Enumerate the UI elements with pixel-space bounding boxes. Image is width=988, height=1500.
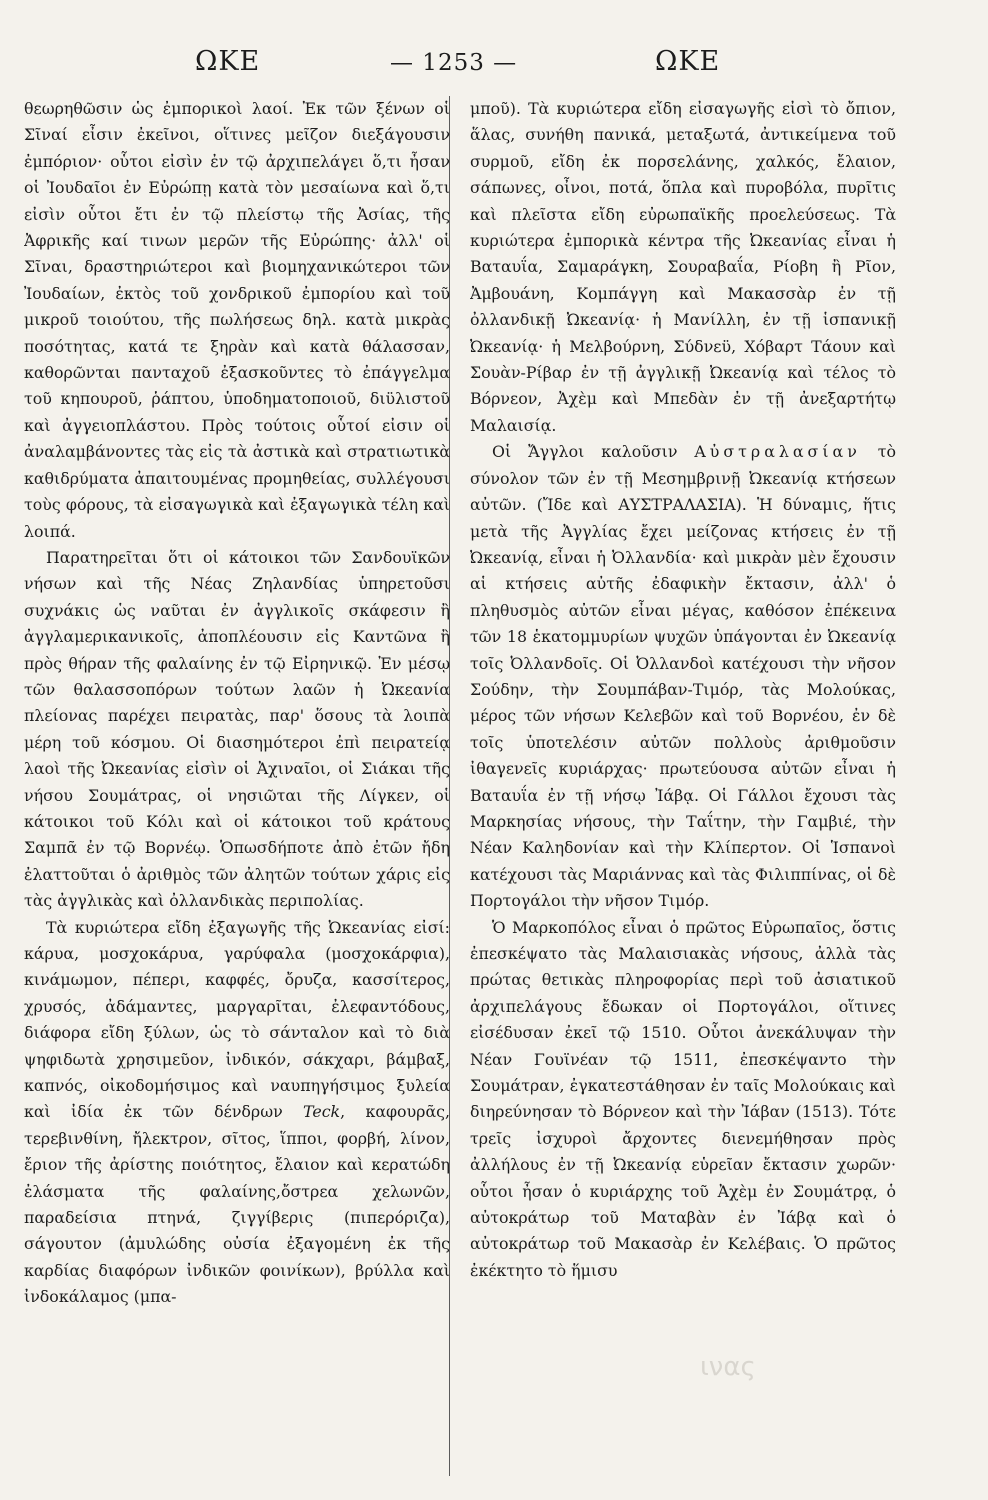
teck-term: Teck	[303, 1102, 341, 1122]
right-column	[470, 96, 896, 1476]
left-paragraph-3	[24, 915, 450, 1311]
australasia-text-end: τὸ σύνολον τῶν ἐν τῇ Μεσημβρινῇ Ὠκεανίᾳ κτήσεων αὐτῶν. (Ἴδε καὶ ΑΥΣΤΡΑΛΑΣΙΑ). Ἡ δύναμις, ἥτις μετὰ τῆς Ἀγγλίας ἔχει μείζονας κτήσεις ἐν τῇ Ὠκεανίᾳ, εἶναι ἡ Ὀλλανδία· καὶ μικρὰν μὲν ἔχουσιν αἱ κτήσεις αὐτῆς ἐδαφικὴν ἔκτασιν, ἀλλ' ὁ πληθυσμὸς αὐτῶν εἶναι μέγας, καθόσον ἐπέκεινα τῶν 18 ἑκατομμυρίων ψυχῶν ὑπάγονται ἐν Ὠκεανίᾳ τοῖς Ὀλλανδοῖς. Οἱ Ὀλλανδοὶ κατέχουσι τὴν νῆσον Σούδην, τὴν Σουμπάβαν-Τιμόρ, τὰς Μολούκας, μέρος τῶν νήσων Κελεβῶν καὶ τοῦ Βορνέου, ἐν δὲ τοῖς ὑποτελέσιν αὐτῶν πολλοὺς ἀριθμοῦσιν ἰθαγενεῖς κυριάρχας· πρωτεύουσα αὐτῶν εἶναι ἡ Βαταυΐα ἐν τῇ νήσῳ Ἰάβᾳ. Οἱ Γάλλοι ἔχουσι τὰς Μαρκησίας νήσους, τὴν Ταΐτην, τὴν Γαμβιέ, τὴν Νέαν Καληδονίαν καὶ τὴν Κλίπερτον. Οἱ Ἱσπανοὶ κατέχουσι τὰς Μαριάννας καὶ τὰς Φιλιππίνας, οἱ δὲ Πορτογάλοι τὴν νῆσον Τιμόρ.	[470, 442, 896, 911]
exports-text-start: Τὰ κυριώτερα εἴδη ἐξαγωγῆς τῆς Ὠκεανίας εἰσί: κάρυα, μοσχοκάρυα, γαρύφαλα (μοσχοκάρφια), κινάμωμον, πέπερι, καφφές, ὄρυζα, κασσίτερος, χρυσός, ἀδάμαντες, μαργαρῖται, ἐλεφαντόδους, διάφορα εἴδη ξύλων, ὡς τὸ σάνταλον καὶ τὸ διὰ ψηφιδωτὰ χρησιμεῦον, ἰνδικόν, σάκχαρι, βάμβαξ, καπνός, οἰκοδομήσιμος καὶ ναυπηγήσιμος ξυλεία καὶ ἰδία ἐκ τῶν δένδρων	[24, 917, 450, 1122]
right-paragraph-1: μποῦ). Τὰ κυριώτερα εἴδη εἰσαγωγῆς εἰσὶ τὸ ὄπιον, ἅλας, συνήθη πανικά, μεταξωτά, ἀντικείμενα τοῦ συρμοῦ, εἴδη ἐκ πορσελάνης, χαλκός, ἔλαιον, σάπωνες, οἶνοι, ποτά, ὅπλα καὶ πυροβόλα, πυρῖτις καὶ πλεῖστα εἴδη εὐρωπαϊκῆς προελεύσεως. Τὰ κυριώτερα ἐμπορικὰ κέντρα τῆς Ὠκεανίας εἶναι ἡ Βαταυΐα, Σαμαράγκη, Σουραβαΐα, Ρίοβη ἢ Ρῖον, Ἀμβουάνη, Κομπάγγη καὶ Μακασσὰρ ἐν τῇ ὀλλανδικῇ Ὠκεανίᾳ· ἡ Μανίλλη, ἐν τῇ ἱσπανικῇ Ὠκεανίᾳ· ἡ Μελβούρνη, Σύδνεϋ, Χόβαρτ Τάουν καὶ Σουὰν-Ρίβαρ ἐν τῇ ἀγγλικῇ Ὠκεανίᾳ καὶ τέλος τὸ Βόρνεον, Ἀχὲμ καὶ Μπεδὰν ἐν τῇ ἀνεξαρτήτῳ Μαλαισίᾳ.	[470, 99, 896, 435]
left-headword: ΩΚΕ	[195, 46, 261, 77]
right-headword: ΩΚΕ	[655, 46, 721, 77]
australasia-text-start: Οἱ Ἄγγλοι καλοῦσιν	[492, 442, 678, 462]
right-paragraph-2	[470, 439, 896, 914]
left-paragraph-1: θεωρηθῶσιν ὡς ἐμπορικοὶ λαοί. Ἐκ τῶν ξένων οἱ Σῖναί εἶσιν ἐκεῖνοι, οἵτινες μεῖζον διεξάγουσιν ἐμπόριον· οὗτοι εἰσὶν ἐν τῷ ἀρχιπελάγει ὅ,τι ἦσαν οἱ Ἰουδαῖοι ἐν Εὐρώπῃ κατὰ τὸν μεσαίωνα καὶ ὅ,τι εἰσὶν οὗτοι ἔτι ἐν τῷ πλείστῳ τῆς Ἀσίας, τῆς Ἀφρικῆς καί τινων μερῶν τῆς Εὐρώπης· ἀλλ' οἱ Σῖναι, δραστηριώτεροι καὶ βιομηχανικώτεροι τῶν Ἰουδαίων, ἐκτὸς τοῦ χονδρικοῦ ἐμπορίου καὶ τοῦ μικροῦ τοιούτου, τῆς πωλήσεως δηλ. κατὰ μικρὰς ποσότητας, κατά τε ξηρὰν καὶ κατὰ θάλασσαν, καθορῶνται πανταχοῦ ἐξασκοῦντες τὸ ἐπάγγελμα τοῦ κηπουροῦ, ῥάπτου, ὑποδηματοποιοῦ, διϋλιστοῦ καὶ ἀγγειοπλάστου. Πρὸς τούτοις οὗτοί εἰσιν οἱ ἀναλαμβάνοντες τὰς εἰς τὰ ἀστικὰ καὶ στρατιωτικὰ καθιδρύματα ἀπαιτουμένας προμηθείας, συλλέγουσι τοὺς φόρους, τὰ εἰσαγωγικὰ καὶ ἐξαγωγικὰ τέλη καὶ λοιπά.	[24, 99, 450, 541]
left-paragraph-2: Παρατηρεῖται ὅτι οἱ κάτοικοι τῶν Σανδουϊκῶν νήσων καὶ τῆς Νέας Ζηλανδίας ὑπηρετοῦσι συχνάκις ὡς ναῦται ἐν ἀγγλικοῖς σκάφεσιν ἢ ἀγγλαμερικανικοῖς, ἀποπλέουσιν εἰς Καντῶνα ἢ πρὸς θήραν τῆς φαλαίνης ἐν τῷ Εἰρηνικῷ. Ἐν μέσῳ τῶν θαλασσοπόρων τούτων λαῶν ἡ Ὠκεανία πλείονας παρέχει πειρατὰς, παρ' ὅσους τὰ λοιπὰ μέρη τοῦ κόσμου. Οἱ διασημότεροι ἐπὶ πειρατείᾳ λαοὶ τῆς Ὠκεανίας εἰσὶν οἱ Ἀχιναῖοι, οἱ Σιάκαι τῆς νήσου Σουμάτρας, οἱ νησιῶται τῆς Λίγκεν, οἱ κάτοικοι τοῦ Κόλι καὶ οἱ κάτοικοι τοῦ κράτους Σαμπᾶ ἐν τῷ Βορνέῳ. Ὁπωσδήποτε ἀπὸ ἐτῶν ἤδη ἐλαττοῦται ὁ ἀριθμὸς τῶν ἀλητῶν τούτων χάρις εἰς τὰς ἀγγλικὰς καὶ ὀλλανδικὰς περιπολίας.	[24, 547, 450, 911]
page-number: — 1253 —	[390, 50, 518, 76]
bleed-through-text: ινας	[700, 1352, 756, 1382]
left-column	[24, 96, 450, 1476]
right-paragraph-3: Ὁ Μαρκοπόλος εἶναι ὁ πρῶτος Εὐρωπαῖος, ὅστις ἐπεσκέψατο τὰς Μαλαισιακὰς νήσους, ἀλλὰ τὰς πρώτας θετικὰς πληροφορίας περὶ τοῦ ἀσιατικοῦ ἀρχιπελάγους ἔδωκαν οἱ Πορτογάλοι, οἵτινες εἰσέδυσαν ἐκεῖ τῷ 1510. Οὗτοι ἀνεκάλυψαν τὴν Νέαν Γουϊνέαν τῷ 1511, ἐπεσκέψαντο τὴν Σουμάτραν, ἐγκατεστάθησαν ἐν ταῖς Μολούκαις καὶ διηρεύνησαν τὸ Βόρνεον καὶ τὴν Ἰάβαν (1513). Τότε τρεῖς ἰσχυροὶ ἄρχοντες διενεμήθησαν πρὸς ἀλλήλους ἐν τῇ Ὠκεανίᾳ εὑρεῖαν ἔκτασιν χωρῶν· οὗτοι ἦσαν ὁ κυριάρχης τοῦ Ἀχὲμ ἐν Σουμάτρᾳ, ὁ αὐτοκράτωρ τοῦ Ματαβὰν ἐν Ἰάβᾳ καὶ ὁ αὐτοκράτωρ τοῦ Μακασὰρ ἐν Κελέβαις. Ὁ πρῶτος ἐκέκτητο τὸ ἥμισυ	[470, 917, 896, 1280]
page-header	[0, 46, 988, 86]
australasia-term: Αὐστραλασίαν	[694, 442, 861, 462]
exports-text-end: , καφουρᾶς, τερεβινθίνη, ἤλεκτρον, σῖτος, ἵπποι, φορβή, λίνον, ἔριον τῆς ἀρίστης ποιότητος, ἔλαιον καὶ κερατώδη ἐλάσματα τῆς φαλαίνης,ὄστρεα χελωνῶν, παραδείσια πτηνά, ζιγγίβερις (πιπερόριζα), σάγουτον (ἀμυλώδης οὐσία ἐξαγομένη ἐκ τῆς καρδίας διαφόρων ἰνδικῶν φοινίκων), βρύλλα καὶ ἰνδοκάλαμος (μπα-	[24, 1102, 450, 1307]
